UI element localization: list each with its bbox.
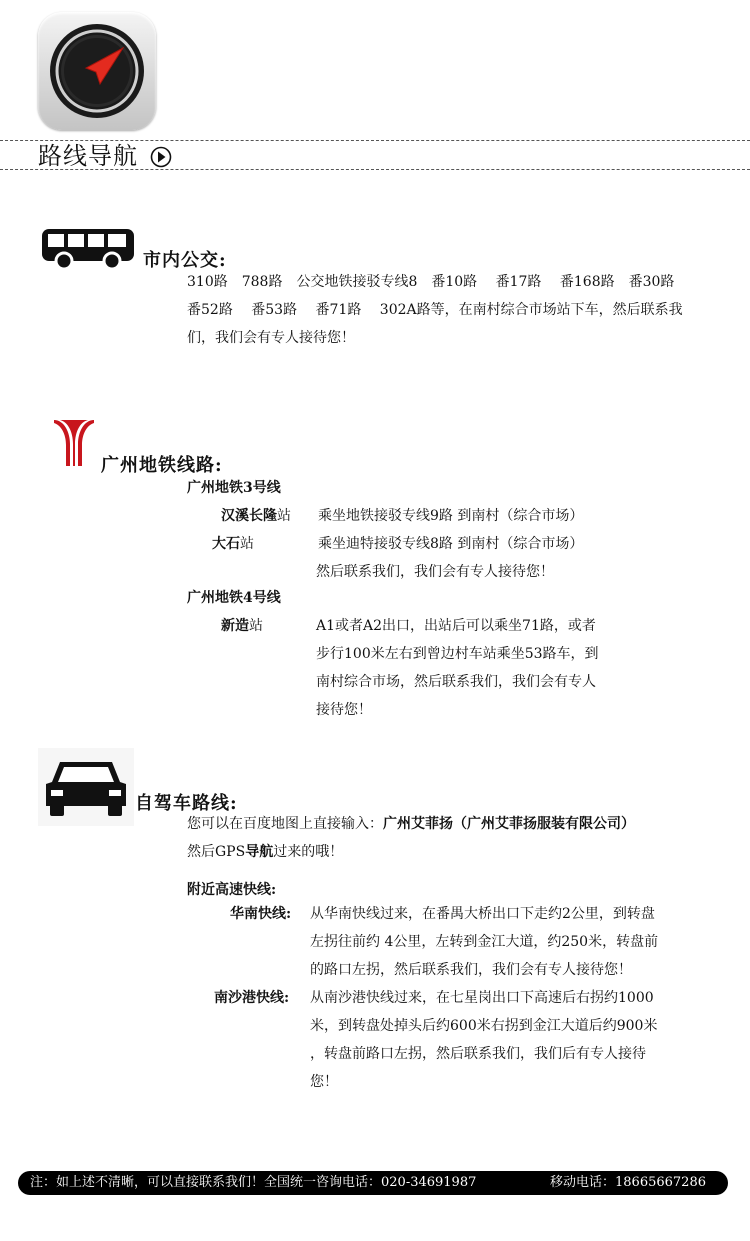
station-xinzao-line-2: 步行100米左右到曾边村车站乘坐53路车，到 <box>316 646 599 662</box>
station-xinzao-line-4: 接待您！ <box>316 702 372 718</box>
huanan-line-1: 从华南快线过来，在番禺大桥出口下走约2公里，到转盘 <box>310 906 655 922</box>
huanan-label: 华南快线: <box>230 906 292 922</box>
metro-heading: 广州地铁线路: <box>101 455 223 476</box>
bus-line-2: 番52路 番53路 番71路 302A路等，在南村综合市场站下车，然后联系我 <box>187 302 683 318</box>
car-intro: 您可以在百度地图上直接输入：广州艾菲扬（广州艾菲扬服装有限公司） <box>187 816 635 832</box>
bus-line-1: 310路 788路 公交地铁接驳专线8 番10路 番17路 番168路 番30路 <box>187 274 675 290</box>
nearby-highways-title: 附近高速快线: <box>187 882 277 898</box>
app-icon <box>38 12 156 130</box>
nanshagang-line-1: 从南沙港快线过来，在七星岗出口下高速后右拐约1000 <box>310 990 654 1006</box>
metro-line4-title: 广州地铁4号线 <box>187 590 281 606</box>
car-heading: 自驾车路线: <box>135 793 238 814</box>
huanan-line-3: 的路口左拐，然后联系我们，我们会有专人接待您！ <box>310 962 632 978</box>
nanshagang-line-3: ，转盘前路口左拐，然后联系我们，我们后有专人接待 <box>310 1046 646 1062</box>
bus-heading: 市内公交: <box>143 250 227 271</box>
arrow-right-circle-icon[interactable] <box>150 146 172 168</box>
station-dashi: 大石站 <box>212 536 254 552</box>
station-dashi-note: 然后联系我们，我们会有专人接待您！ <box>316 564 554 580</box>
footer-mobile: 移动电话：18665667286 <box>550 1175 706 1190</box>
huanan-line-2: 左拐往前约 4公里，左转到金江大道，约250米，转盘前 <box>310 934 659 950</box>
footer-contact-bar <box>18 1171 728 1195</box>
station-hanxi: 汉溪长隆站 <box>221 508 291 524</box>
bus-icon <box>40 227 136 271</box>
station-dashi-route: 乘坐迪特接驳专线8路 到南村（综合市场） <box>318 536 584 552</box>
station-xinzao: 新造站 <box>221 618 263 634</box>
page-title: 路线导航 <box>38 142 138 170</box>
car-gps-note: 然后GPS导航过来的哦！ <box>187 844 344 860</box>
station-hanxi-route: 乘坐地铁接驳专线9路 到南村（综合市场） <box>318 508 584 524</box>
nanshagang-label: 南沙港快线: <box>214 990 290 1006</box>
bus-line-3: 们，我们会有专人接待您！ <box>187 330 355 346</box>
car-icon <box>38 748 134 826</box>
bottom-divider <box>0 169 750 170</box>
nanshagang-line-2: 米，到转盘处掉头后约600米右拐到金江大道后约900米 <box>310 1018 658 1034</box>
station-xinzao-line-3: 南村综合市场，然后联系我们，我们会有专人 <box>316 674 596 690</box>
guangzhou-metro-logo-icon <box>52 418 96 468</box>
metro-line3-title: 广州地铁3号线 <box>187 480 281 496</box>
nanshagang-line-4: 您！ <box>310 1074 338 1090</box>
station-xinzao-line-1: A1或者A2出口，出站后可以乘坐71路，或者 <box>316 618 596 634</box>
compass-navigation-icon <box>38 12 156 130</box>
footer-hotline: 注：如上述不清晰，可以直接联系我们！全国统一咨询电话：020-34691987 <box>30 1175 477 1190</box>
